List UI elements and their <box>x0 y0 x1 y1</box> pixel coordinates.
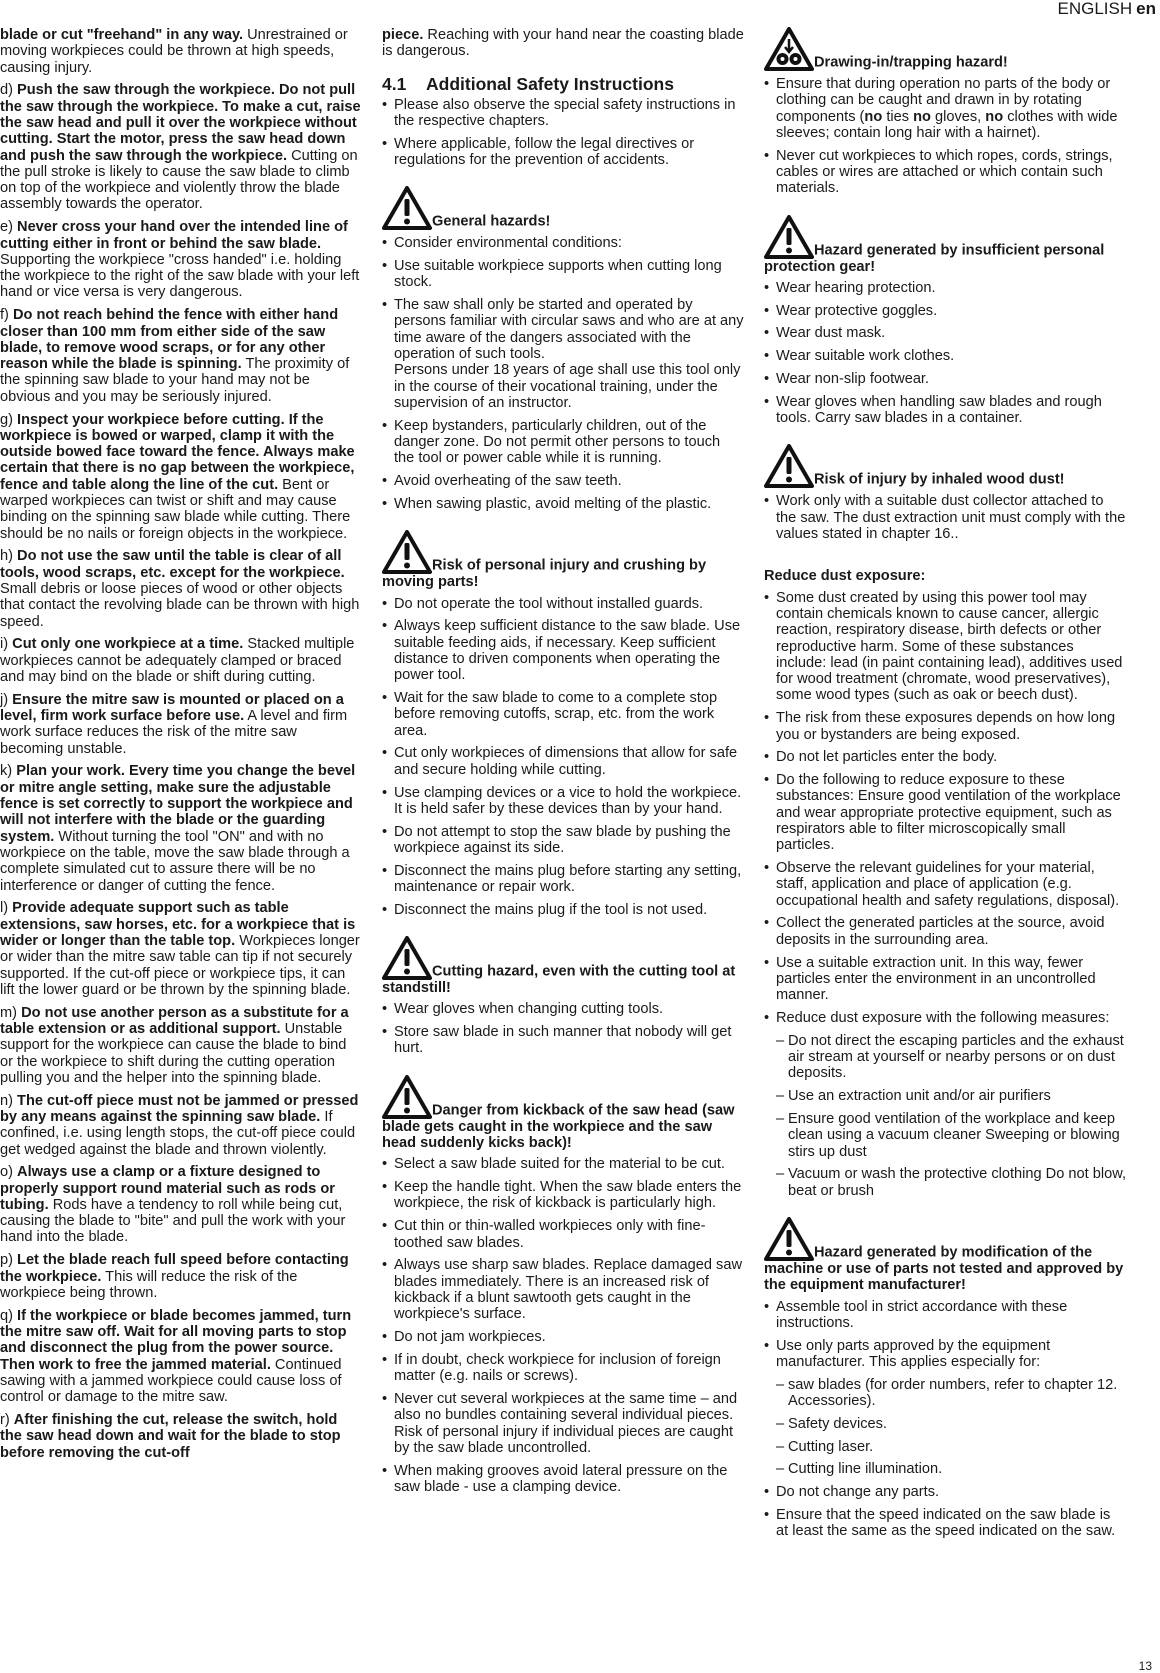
list-item: • Reduce dust exposure with the following measures: <box>764 1010 1126 1026</box>
hazard-heading-kickback <box>382 1075 744 1152</box>
warning-icon <box>764 444 814 488</box>
item-letter: d) <box>0 82 18 99</box>
item-letter: p) <box>0 1252 18 1269</box>
body-text: The proximity of the spinning saw blade to your hand may not be obvious and you may be seriously injured. <box>0 356 350 405</box>
sub-list-item: – Cutting line illumination. <box>776 1461 1126 1477</box>
paragraph-continued <box>382 27 744 60</box>
item-letter: e) <box>0 219 18 236</box>
body-text: gloves, <box>930 108 986 125</box>
hazard-title: Cutting hazard, even with the cutting tool at standstill! <box>382 963 736 997</box>
sub-list-item: – Vacuum or wash the protective clothing Do not blow, beat or brush <box>776 1166 1126 1199</box>
bold-text: Always use a clamp or a fixture designed to properly support round material such as rods or tubing. <box>0 1164 335 1213</box>
bold-text: Provide adequate support such as table extensions, saw horses, etc. for a workpiece that is wider or longer than the table top. <box>0 900 356 949</box>
body-text: ties <box>882 108 914 125</box>
hazard-heading-dust <box>764 444 1126 488</box>
list-item: • If in doubt, check workpiece for inclusion of foreign matter (e.g. nails or screws). <box>382 1352 744 1385</box>
section-list <box>382 97 744 169</box>
sub-list-item: – Ensure good ventilation of the workplace and keep clean using a vacuum cleaner Sweeping or blowing stirs up dust <box>776 1111 1126 1160</box>
paragraph-r <box>0 1412 362 1461</box>
list-item: • Keep bystanders, particularly children, out of the danger zone. Do not permit other persons to touch the tool or power cable while it is running. <box>382 418 744 467</box>
item-letter: j) <box>0 691 13 708</box>
item-letter: g) <box>0 411 18 428</box>
bold-text: piece. <box>382 27 424 43</box>
general-hazards-list <box>382 235 744 512</box>
list-item: • Cut only workpieces of dimensions that allow for safe and secure holding while cutting. <box>382 745 744 778</box>
bold-text: Do not use the saw until the table is clear of all tools, wood scraps, etc. except for the workpiece. <box>0 548 345 581</box>
body-text: Supporting the workpiece "cross handed" i.e. holding the workpiece to the right of the saw blade with your left hand or vice versa is very dangerous. <box>0 251 360 301</box>
list-item: • Wear hearing protection. <box>764 280 1126 296</box>
body-text: Unstable support for the workpiece can cause the blade to bind or the workpiece to shift during the cutting operation pulling you and the helper into the spinning blade. <box>0 1020 347 1086</box>
reduce-dust-heading: Reduce dust exposure: <box>764 568 926 585</box>
paragraph-k <box>0 763 362 893</box>
list-item: • Wear non-slip footwear. <box>764 371 1126 387</box>
body-text: Small debris or loose pieces of wood or other objects that contact the revolving blade can be thrown with high speed. <box>0 581 360 630</box>
paragraph-h <box>0 548 362 629</box>
page-header <box>1058 0 1156 22</box>
bold-text: Push the saw through the workpiece. Do not pull the saw through the workpiece. To make a cut, raise the saw head and pull it over the workpiece without cutting. Start the motor, press the saw head down and push the saw through the workpiece. <box>0 82 361 164</box>
body-text: A level and firm work surface reduces the risk of the mitre saw becoming unstable. <box>0 708 348 757</box>
list-item: • Store saw blade in such manner that nobody will get hurt. <box>382 1024 744 1057</box>
list-item: • When making grooves avoid lateral pressure on the saw blade - use a clamping device. <box>382 1463 744 1496</box>
list-item: • Keep the handle tight. When the saw blade enters the workpiece, the risk of kickback is particularly high. <box>382 1179 744 1212</box>
bold-text: The cut-off piece must not be jammed or pressed by any means against the spinning saw blade. <box>0 1092 359 1125</box>
paragraph-m <box>0 1005 362 1086</box>
list-item: • Do not let particles enter the body. <box>764 749 1126 765</box>
list-item: • Use suitable workpiece supports when cutting long stock. <box>382 258 744 291</box>
body-text: Unrestrained or moving workpieces could be thrown at high speeds, causing injury. <box>0 27 348 76</box>
sub-list-item: – Safety devices. <box>776 1416 1126 1432</box>
bold-text: Ensure the mitre saw is mounted or placed on a level, firm work surface before use. <box>0 691 344 725</box>
list-item: • Cut thin or thin-walled workpieces only with fine-toothed saw blades. <box>382 1218 744 1251</box>
warning-icon <box>764 215 814 259</box>
body-text: Ensure that during operation no parts of the body or clothing can be caught and drawn in by rotating components ( <box>776 76 1111 125</box>
list-item: • Wear protective goggles. <box>764 303 1126 319</box>
modification-list-continued <box>764 1484 1126 1539</box>
paragraph-o <box>0 1164 362 1245</box>
language-label: ENGLISH <box>1057 0 1133 18</box>
bold-text: no <box>985 108 1004 125</box>
paragraph-q <box>0 1308 362 1406</box>
bold-text: If the workpiece or blade becomes jammed, turn the mitre saw off. Wait for all moving parts to stop and disconnect the plug from the power source. Then work to free the jammed material. <box>0 1307 352 1373</box>
paragraph-n <box>0 1093 362 1158</box>
column-2 <box>382 27 744 1502</box>
list-item <box>382 297 744 411</box>
list-item: • Wear dust mask. <box>764 325 1126 341</box>
list-item: • Some dust created by using this power tool may contain chemicals known to cause cancer, allergic reaction, respiratory disease, birth defects or other reproductive harm. Some of these substances include: lead (in paint containing lead), additives used for wood treatment (chromate, wood preservatives), some wood types (such as oak or beech dust). <box>764 590 1126 704</box>
list-item <box>764 76 1126 141</box>
body-text: This will reduce the risk of the workpiece being thrown. <box>0 1268 298 1301</box>
language-code: en <box>1136 0 1156 18</box>
paragraph-l <box>0 900 362 998</box>
hazard-heading-general <box>382 186 744 230</box>
bold-text: Plan your work. Every time you change the bevel or mitre angle setting, make sure the adjustable fence is set correctly to support the workpiece and will not interfere with the blade or the guarding system. <box>0 763 356 845</box>
hazard-heading-ppe <box>764 215 1126 275</box>
hazard-title: Danger from kickback of the saw head (saw blade gets caught in the workpiece and the saw head suddenly kicks back)! <box>382 1102 735 1152</box>
sub-list-item: – saw blades (for order numbers, refer to chapter 12. Accessories). <box>776 1377 1126 1410</box>
list-item: • The risk from these exposures depends on how long you or bystanders are being exposed. <box>764 710 1126 743</box>
sub-list-item: – Use an extraction unit and/or air purifiers <box>776 1088 1126 1104</box>
item-letter: m) <box>0 1004 22 1021</box>
bold-text: Do not reach behind the fence with either hand closer than 100 mm from either side of the saw blade, to remove wood scraps, or for any other reason while the blade is spinning. <box>0 307 339 373</box>
bold-text: Cut only one workpiece at a time. <box>12 636 244 653</box>
list-item: • Disconnect the mains plug if the tool is not used. <box>382 902 744 918</box>
hazard-heading-cutting <box>382 936 744 996</box>
dust-list <box>764 493 1126 542</box>
bold-text: After finishing the cut, release the switch, hold the saw head down and wait for the blade to stop before removing the cut-off <box>0 1411 341 1461</box>
paragraph-d <box>0 82 362 212</box>
section-number: 4.1 <box>382 73 407 94</box>
list-item: • Always use sharp saw blades. Replace damaged saw blades immediately. There is an increased risk of kickback if a blunt sawtooth gets caught in the workpiece's surface. <box>382 1257 744 1322</box>
body-text: Continued sawing with a jammed workpiece could cause loss of control or damage to the mitre saw. <box>0 1356 342 1406</box>
warning-icon <box>382 530 432 574</box>
list-item: • Work only with a suitable dust collector attached to the saw. The dust extraction unit must comply with the values stated in chapter 16.. <box>764 493 1126 542</box>
sub-list-item: – Cutting laser. <box>776 1439 1126 1455</box>
body-text: Without turning the tool "ON" and with no workpiece on the table, move the saw blade through a complete simulated cut to assure there will be no interference or danger of cutting the fence. <box>0 828 350 894</box>
item-letter: l) <box>0 900 13 917</box>
column-1 <box>0 27 362 1467</box>
list-item: • Consider environmental conditions: <box>382 235 744 251</box>
paragraph-g <box>0 412 362 542</box>
bold-text: Do not use another person as a substitute for a table extension or as additional support. <box>0 1004 349 1037</box>
kickback-list <box>382 1156 744 1495</box>
list-item: • Disconnect the mains plug before starting any setting, maintenance or repair work. <box>382 863 744 896</box>
item-letter: f) <box>0 307 13 324</box>
reduce-dust-list <box>764 590 1126 1027</box>
warning-icon <box>382 1075 432 1119</box>
paragraph-i <box>0 636 362 685</box>
hazard-heading-drawing-in <box>764 27 1126 71</box>
hazard-heading-crushing <box>382 530 744 590</box>
bold-text: Let the blade reach full speed before contacting the workpiece. <box>0 1252 349 1285</box>
drawing-in-hazard-icon <box>764 27 814 71</box>
item-letter: k) <box>0 763 17 780</box>
hazard-title: Risk of personal injury and crushing by moving parts! <box>382 557 707 591</box>
bold-text: Never cross your hand over the intended line of cutting either in front or behind the saw blade. <box>0 219 348 252</box>
list-item: • Do the following to reduce exposure to these substances: Ensure good ventilation of the workplace and wear appropriate protective equipment, such as respirators able to filter microscopically small particles. <box>764 772 1126 853</box>
crushing-list <box>382 596 744 919</box>
list-item: • Observe the relevant guidelines for your material, staff, application and place of application (e.g. occupational health and safety regulations, disposal). <box>764 860 1126 909</box>
paragraph-e <box>0 219 362 300</box>
list-item: • Collect the generated particles at the source, avoid deposits in the surrounding area. <box>764 915 1126 948</box>
paragraph-j <box>0 692 362 757</box>
body-text: If confined, i.e. using length stops, the cut-off piece could get wedged against the blade and thrown violently. <box>0 1108 356 1158</box>
body-text: Cutting on the pull stroke is likely to cause the saw blade to climb on top of the workpiece and violently throw the blade assembly towards the operator. <box>0 147 358 213</box>
list-item: • Use a suitable extraction unit. In this way, fewer particles enter the environment in an uncontrolled manner. <box>764 955 1126 1004</box>
list-item: • Use only parts approved by the equipment manufacturer. This applies especially for: <box>764 1338 1126 1371</box>
cutting-list <box>382 1001 744 1056</box>
list-item: • When sawing plastic, avoid melting of the plastic. <box>382 496 744 512</box>
column-3 <box>764 27 1126 1546</box>
list-item: • Wait for the saw blade to come to a complete stop before removing cutoffs, scrap, etc. from the work area. <box>382 690 744 739</box>
page-number: 13 <box>1138 1659 1152 1673</box>
warning-icon <box>382 936 432 980</box>
list-item: • Use clamping devices or a vice to hold the workpiece. It is held safer by these devices than by your hand. <box>382 785 744 818</box>
hazard-heading-modification <box>764 1217 1126 1294</box>
body-text: clothes with wide sleeves; contain long hair with a hairnet). <box>776 108 1118 141</box>
item-letter: o) <box>0 1164 18 1181</box>
list-item: • Where applicable, follow the legal directives or regulations for the prevention of accidents. <box>382 136 744 169</box>
bold-text: no <box>864 108 883 125</box>
body-text: Bent or warped workpieces can twist or shift and may cause binding on the spinning saw blade while cutting. There should be no nails or foreign objects in the workpiece. <box>0 476 351 542</box>
list-item: • Do not change any parts. <box>764 1484 1126 1500</box>
paragraph-f <box>0 307 362 405</box>
body-text: Rods have a tendency to roll while being cut, causing the blade to "bite" and pull the work with your hand into the blade. <box>0 1196 346 1246</box>
section-heading <box>382 74 744 94</box>
sub-list-item: – Do not direct the escaping particles and the exhaust air stream at yourself or nearby persons or on dust deposits. <box>776 1033 1126 1082</box>
hazard-title: General hazards! <box>432 213 551 230</box>
list-item: • Assemble tool in strict accordance with these instructions. <box>764 1299 1126 1332</box>
modification-sublist <box>776 1377 1126 1478</box>
list-item: • Never cut several workpieces at the same time – and also no bundles containing several individual pieces. Risk of personal injury if individual pieces are caught by the saw blade uncontrolled. <box>382 1391 744 1456</box>
list-item: • Never cut workpieces to which ropes, cords, strings, cables or wires are attached or which contain such materials. <box>764 148 1126 197</box>
modification-list <box>764 1299 1126 1371</box>
list-item: • Please also observe the special safety instructions in the respective chapters. <box>382 97 744 130</box>
item-letter: h) <box>0 548 18 565</box>
item-letter: r) <box>0 1411 14 1428</box>
list-item-text: The saw shall only be started and operated by persons familiar with circular saws and who are at any time aware of the dangers associated with the operation of such tools. <box>394 297 744 363</box>
body-text: Workpieces longer or wider than the mitre saw table can tip if not securely supported. If the cut-off piece or workpiece tips, it can lift the lower guard or be thrown by the spinning blade. <box>0 932 360 998</box>
warning-icon <box>764 1217 814 1261</box>
reduce-dust-sublist <box>776 1033 1126 1199</box>
ppe-list <box>764 280 1126 427</box>
bold-text: Inspect your workpiece before cutting. If the workpiece is bowed or warped, clamp it with the outside bowed face toward the fence. Always make certain that there is no gap between the workpiece, fence and table along the line of the cut. <box>0 411 355 493</box>
hazard-title: Risk of injury by inhaled wood dust! <box>814 472 1065 489</box>
list-item: • Do not operate the tool without installed guards. <box>382 596 744 612</box>
paragraph-p <box>0 1252 362 1301</box>
section-title: Additional Safety Instructions <box>426 73 674 94</box>
drawing-in-list <box>764 76 1126 197</box>
list-item: • Always keep sufficient distance to the saw blade. Use suitable feeding aids, if necessary. Keep sufficient distance to driven components when operating the power tool. <box>382 618 744 683</box>
list-item: • Do not jam workpieces. <box>382 1329 744 1345</box>
bold-text: blade or cut "freehand" in any way. <box>0 27 244 43</box>
list-item: • Do not attempt to stop the saw blade by pushing the workpiece against its side. <box>382 824 744 857</box>
list-item: • Avoid overheating of the saw teeth. <box>382 473 744 489</box>
body-text: Reaching with your hand near the coasting blade is dangerous. <box>382 27 744 60</box>
hazard-title: Hazard generated by insufficient personal protection gear! <box>764 242 1105 275</box>
item-letter: i) <box>0 636 13 653</box>
paragraph-intro <box>0 27 362 76</box>
warning-icon <box>382 186 432 230</box>
item-letter: n) <box>0 1092 18 1109</box>
list-item: • Select a saw blade suited for the material to be cut. <box>382 1156 744 1172</box>
body-text: Stacked multiple workpieces cannot be adequately clamped or braced and may bind on the blade or shift during cutting. <box>0 636 355 685</box>
list-item-extra: Persons under 18 years of age shall use this tool only in the course of their vocational training, under the supervision of an instructor. <box>394 362 741 411</box>
bold-text: no <box>913 108 931 125</box>
hazard-title: Hazard generated by modification of the machine or use of parts not tested and approved by the equipment manufacturer! <box>764 1244 1124 1294</box>
list-item: • Wear gloves when changing cutting tools. <box>382 1001 744 1017</box>
item-letter: q) <box>0 1307 18 1324</box>
list-item: • Wear suitable work clothes. <box>764 348 1126 364</box>
list-item: • Wear gloves when handling saw blades and rough tools. Carry saw blades in a container. <box>764 394 1126 427</box>
list-item: • Ensure that the speed indicated on the saw blade is at least the same as the speed indicated on the saw. <box>764 1507 1126 1540</box>
hazard-title: Drawing-in/trapping hazard! <box>814 54 1008 71</box>
